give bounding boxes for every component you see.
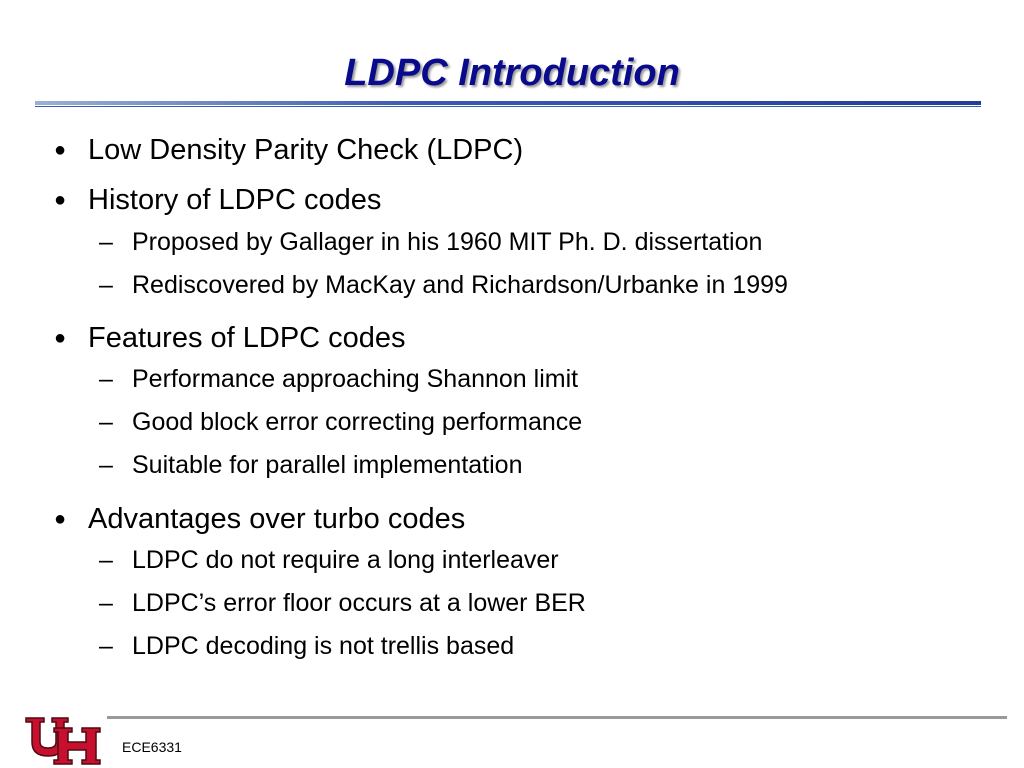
sub-bullet-item (99, 407, 582, 437)
bullet-item (54, 133, 523, 167)
dash-icon: – (99, 408, 113, 436)
bullet-icon: ● (54, 508, 67, 530)
uh-logo-icon (24, 712, 104, 768)
dash-icon: – (99, 546, 113, 574)
sub-bullet-item (99, 545, 559, 575)
bullet-text: Features of LDPC codes (88, 322, 406, 354)
bullet-item (54, 183, 381, 217)
dash-icon: – (99, 451, 113, 479)
bullet-text: Low Density Parity Check (LDPC) (88, 134, 524, 166)
dash-icon: – (99, 589, 113, 617)
dash-icon: – (99, 632, 113, 660)
sub-bullet-item (99, 450, 523, 480)
sub-bullet-item (99, 270, 788, 300)
dash-icon: – (99, 271, 113, 299)
footer-divider (107, 716, 1007, 719)
sub-bullet-item (99, 364, 578, 394)
dash-icon: – (99, 365, 113, 393)
title-divider (35, 101, 981, 107)
sub-bullet-text: Good block error correcting performance (132, 408, 583, 436)
sub-bullet-text: Performance approaching Shannon limit (132, 365, 579, 393)
title-divider-thin (35, 106, 981, 107)
bullet-icon: ● (54, 327, 67, 349)
footer-course-label: ECE6331 (122, 739, 182, 755)
sub-bullet-text: Rediscovered by MacKay and Richardson/Urbanke in 1999 (132, 271, 788, 299)
sub-bullet-text: LDPC’s error floor occurs at a lower BER (132, 589, 586, 617)
bullet-text: History of LDPC codes (88, 184, 382, 216)
bullet-text: Advantages over turbo codes (88, 503, 466, 535)
sub-bullet-item (99, 631, 514, 661)
sub-bullet-text: Suitable for parallel implementation (132, 451, 523, 479)
bullet-item (54, 321, 406, 355)
bullet-item (54, 502, 465, 536)
sub-bullet-text: Proposed by Gallager in his 1960 MIT Ph. D. dissertation (132, 228, 763, 256)
sub-bullet-item (99, 227, 762, 257)
bullet-icon: ● (54, 189, 67, 211)
slide-title: LDPC Introduction (344, 52, 680, 94)
bullet-icon: ● (54, 139, 67, 161)
dash-icon: – (99, 228, 113, 256)
sub-bullet-text: LDPC do not require a long interleaver (132, 546, 559, 574)
title-divider-thick (35, 101, 981, 105)
sub-bullet-item (99, 588, 586, 618)
sub-bullet-text: LDPC decoding is not trellis based (132, 632, 515, 660)
